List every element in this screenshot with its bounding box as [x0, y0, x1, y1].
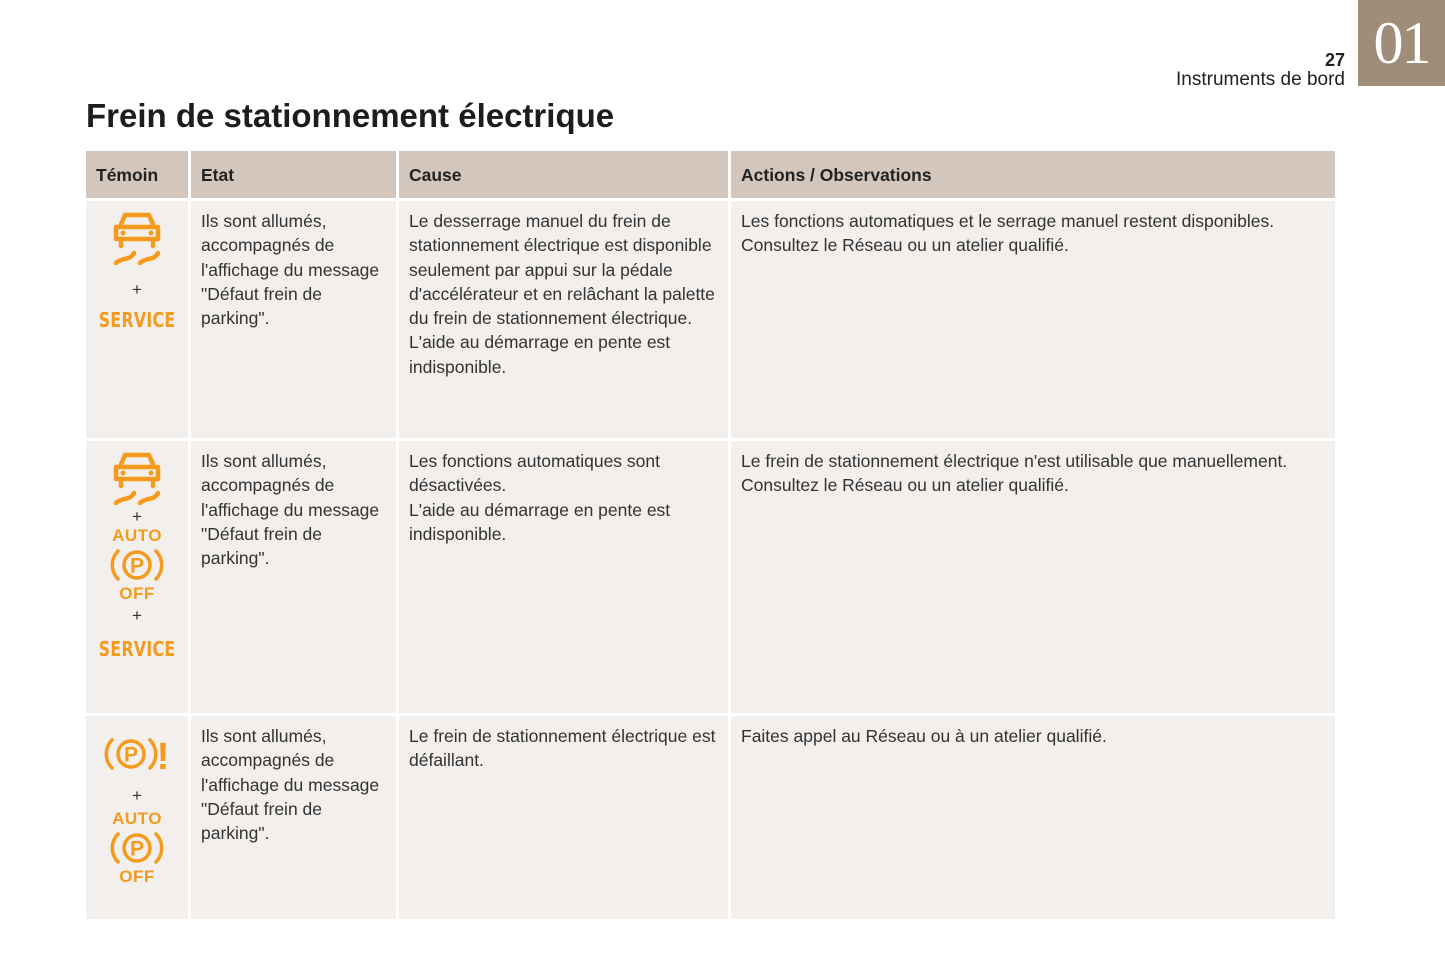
parking-brake-p: P [123, 743, 139, 767]
column-header-temoin: Témoin [86, 151, 188, 198]
row-2-cause: Les fonctions automatiques sont désactivées. L'aide au démarrage en pente est indisponible. [399, 441, 728, 713]
column-header-etat: Etat [191, 151, 396, 198]
parking-brake-p: P [129, 554, 145, 578]
row-3-etat: Ils sont allumés, accompagnés de l'affichage du message "Défaut frein de parking". [191, 716, 396, 919]
section-title: Instruments de bord [1176, 69, 1345, 90]
page-title: Frein de stationnement électrique [86, 97, 615, 134]
plus-sign: + [132, 786, 142, 805]
exclamation-icon: ! [156, 736, 170, 776]
page-number: 27 [1324, 50, 1345, 70]
row-2-actions: Le frein de stationnement électrique n'est utilisable que manuellement. Consultez le Réseau ou un atelier qualifié. [731, 441, 1335, 713]
parking-brake-p: P [129, 837, 145, 861]
plus-sign: + [132, 606, 142, 625]
row-1-cause: Le desserrage manuel du frein de stationnement électrique est disponible seulement par appui sur la pédale d'accélérateur et en relâchant la palette du frein de stationnement électrique. L'aide au démarrage en pente est indisponible. [399, 201, 728, 438]
row-3-temoin-cell [86, 716, 188, 919]
off-label: OFF [119, 867, 155, 886]
chapter-tab: 01 [1358, 0, 1445, 86]
skid-car-icon [110, 209, 164, 267]
service-warning-icon: SERVICE [98, 308, 176, 332]
row-1-etat: Ils sont allumés, accompagnés de l'affichage du message "Défaut frein de parking". [191, 201, 396, 438]
off-label: OFF [119, 584, 155, 603]
parking-brake-fault-icon [104, 732, 170, 776]
row-1-temoin-cell [86, 201, 188, 438]
plus-sign: + [132, 280, 142, 299]
row-2-temoin-cell [86, 441, 188, 713]
service-warning-icon: SERVICE [98, 637, 176, 661]
parking-brake-icon [107, 828, 167, 868]
auto-label: AUTO [112, 526, 162, 545]
row-3-actions: Faites appel au Réseau ou à un atelier qualifié. [731, 716, 1335, 919]
auto-label: AUTO [112, 809, 162, 828]
skid-car-icon [110, 449, 164, 507]
column-header-actions: Actions / Observations [731, 151, 1335, 198]
warning-table [86, 151, 1332, 919]
row-1-actions: Les fonctions automatiques et le serrage manuel restent disponibles. Consultez le Réseau ou un atelier qualifié. [731, 201, 1335, 438]
plus-sign: + [132, 507, 142, 526]
row-3-cause: Le frein de stationnement électrique est défaillant. [399, 716, 728, 919]
parking-brake-icon [107, 545, 167, 585]
column-header-cause: Cause [399, 151, 728, 198]
row-2-etat: Ils sont allumés, accompagnés de l'affichage du message "Défaut frein de parking". [191, 441, 396, 713]
